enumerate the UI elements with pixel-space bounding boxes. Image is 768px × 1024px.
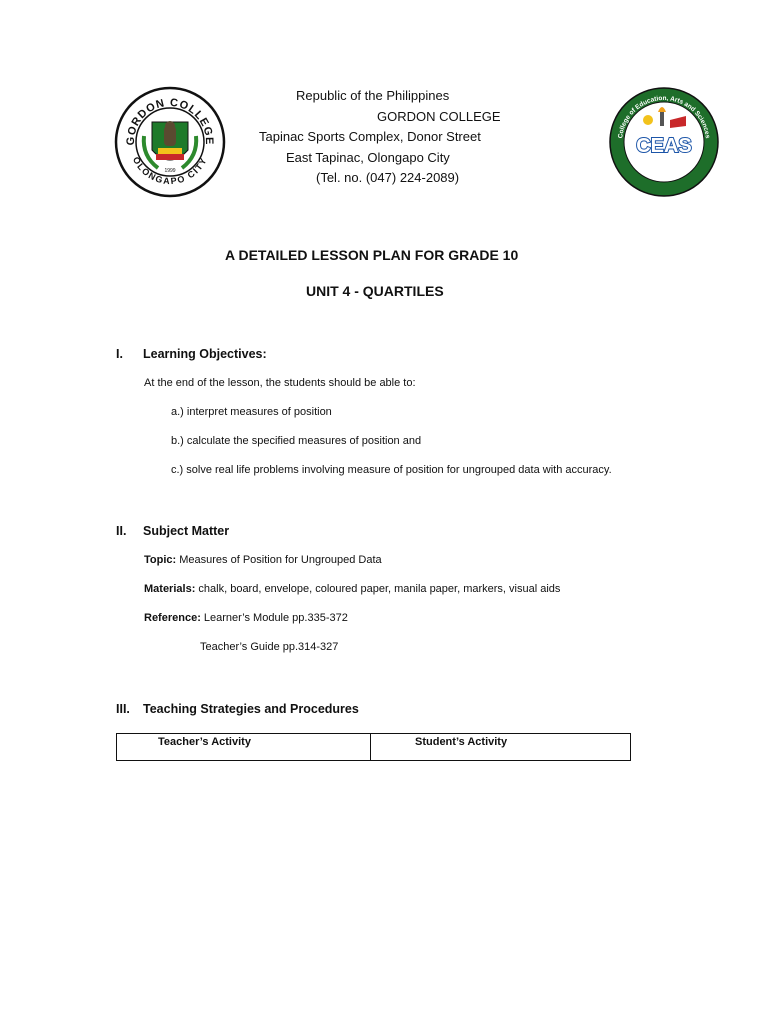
reference-line-2: Teacher’s Guide pp.314-327	[200, 641, 339, 653]
header-line-2: GORDON COLLEGE	[377, 109, 501, 124]
activity-table-cell-teacher	[117, 734, 371, 761]
logo-right-bottom-text: Gordon College	[638, 158, 690, 175]
logo-left-bottom-text: OLONGAPO CITY	[130, 155, 210, 187]
gordon-college-logo	[114, 86, 226, 198]
header-line-4: East Tapinac, Olongapo City	[286, 150, 450, 165]
objective-item: c.) solve real life problems involving measure of position for ungrouped data with accuracy.	[171, 464, 612, 476]
document-subtitle: UNIT 4 - QUARTILES	[306, 283, 444, 299]
logo-right-ring-text: College of Education, Arts and Sciences	[617, 94, 711, 139]
materials-label: Materials:	[144, 583, 196, 595]
col-student-header: Student’s Activity	[415, 736, 508, 748]
section-1-heading: Learning Objectives:	[143, 347, 267, 361]
section-2-numeral: II.	[116, 524, 127, 538]
topic-label: Topic:	[144, 554, 177, 566]
section-2-heading: Subject Matter	[143, 524, 230, 538]
logo-left-top-text: GORDON COLLEGE	[124, 96, 216, 146]
topic-line	[144, 554, 382, 566]
header-line-3: Tapinac Sports Complex, Donor Street	[259, 129, 481, 144]
reference-value: Learner’s Module pp.335-372	[200, 612, 348, 624]
objective-item: b.) calculate the specified measures of position and	[171, 435, 422, 447]
objective-item: a.) interpret measures of position	[171, 406, 332, 418]
section-1-numeral: I.	[116, 347, 123, 361]
reference-line	[144, 612, 348, 624]
col-teacher-header: Teacher’s Activity	[158, 736, 251, 748]
ceas-logo	[608, 86, 720, 198]
logo-right-center-text: CEAS	[636, 135, 692, 157]
activity-table	[116, 733, 631, 761]
materials-value: chalk, board, envelope, coloured paper, manila paper, markers, visual aids	[195, 583, 561, 595]
activity-table-cell-student	[371, 734, 631, 761]
reference-label: Reference:	[144, 612, 201, 624]
topic-value: Measures of Position for Ungrouped Data	[176, 554, 382, 566]
table-row	[117, 734, 631, 761]
objectives-intro: At the end of the lesson, the students should be able to:	[144, 377, 416, 389]
logo-left-band-text: 1999	[164, 168, 176, 174]
header-line-1: Republic of the Philippines	[296, 88, 450, 103]
section-3-heading: Teaching Strategies and Procedures	[143, 702, 359, 716]
materials-line	[144, 583, 560, 595]
section-3-numeral: III.	[116, 702, 130, 716]
document-title: A DETAILED LESSON PLAN FOR GRADE 10	[225, 247, 519, 263]
header-line-5: (Tel. no. (047) 224-2089)	[316, 170, 460, 185]
